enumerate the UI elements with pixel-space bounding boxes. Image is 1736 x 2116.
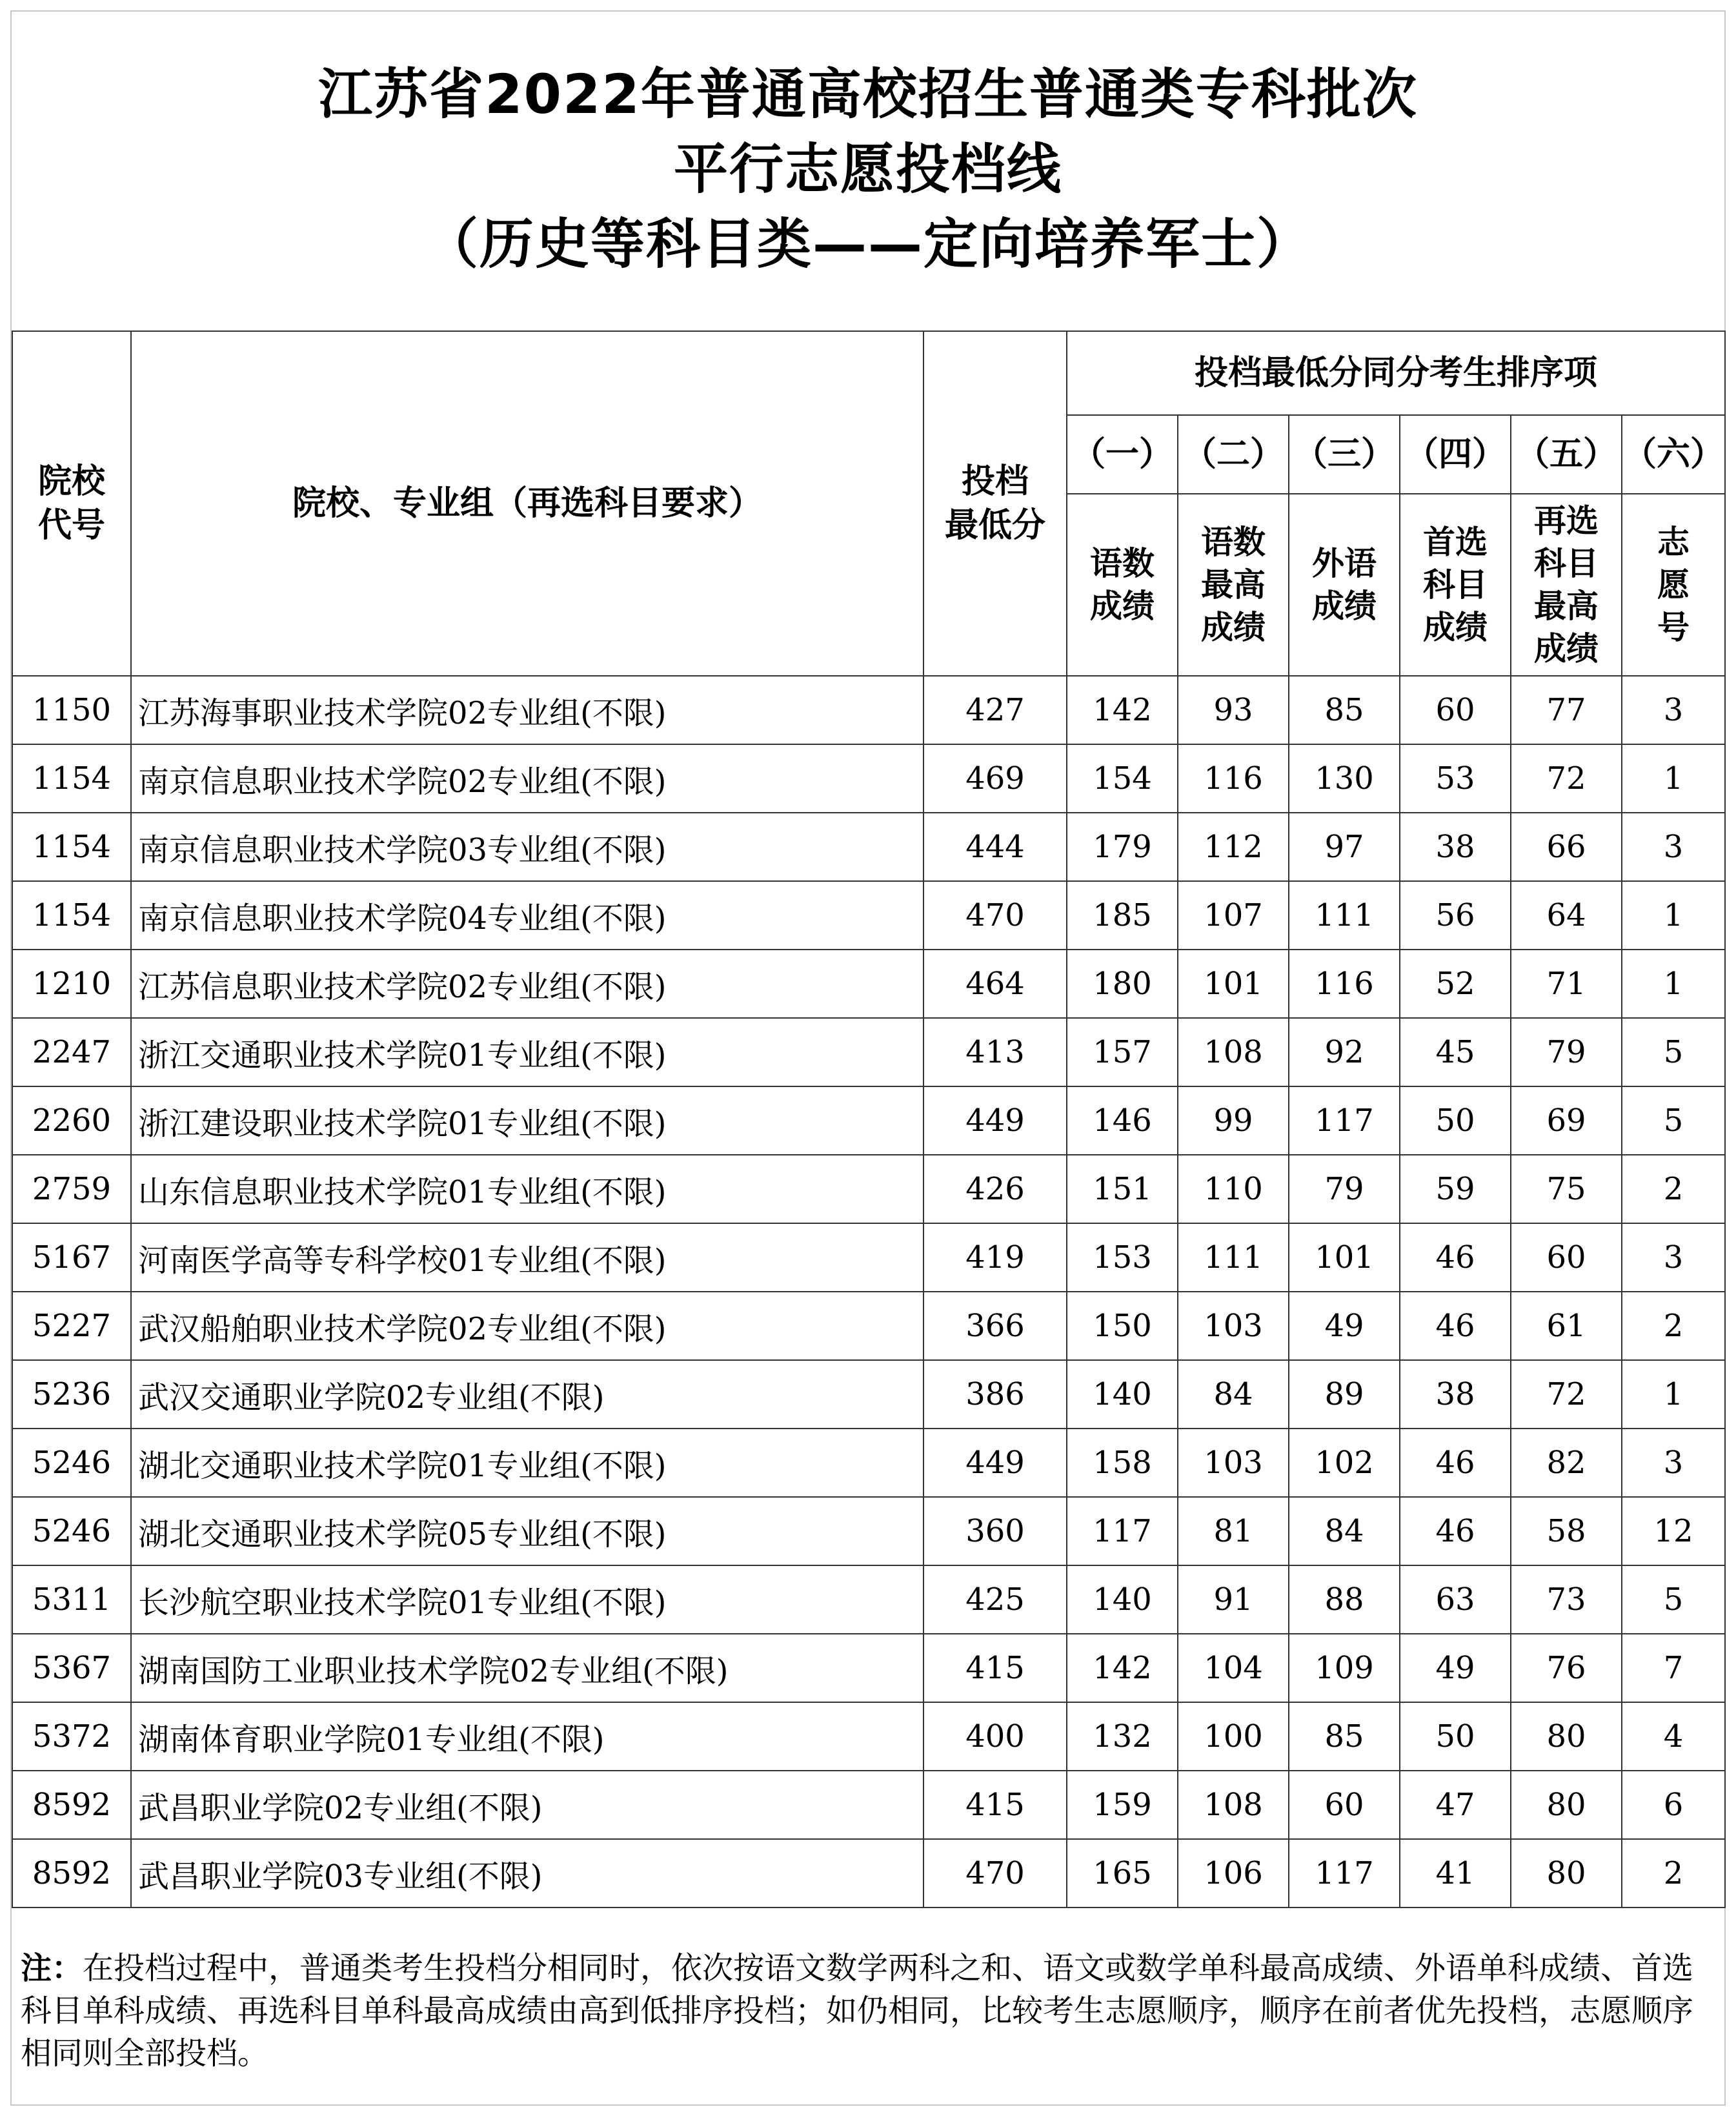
cell-school-code: 2247	[12, 1018, 131, 1086]
cell-rank-5: 66	[1511, 813, 1622, 881]
header-name: 院校、专业组（再选科目要求）	[131, 331, 924, 676]
cell-school-code: 2260	[12, 1086, 131, 1155]
cell-school-code: 5227	[12, 1292, 131, 1360]
cell-min-score: 427	[924, 676, 1067, 744]
table-row	[12, 744, 1725, 813]
cell-rank-3: 88	[1289, 1565, 1400, 1634]
title-line-1: 江苏省2022年普通高校招生普通类专科批次	[318, 63, 1418, 126]
cell-rank-1: 154	[1067, 744, 1178, 813]
cell-rank-3: 79	[1289, 1155, 1400, 1223]
cell-rank-1: 157	[1067, 1018, 1178, 1086]
cell-min-score: 469	[924, 744, 1067, 813]
cell-rank-4: 47	[1400, 1771, 1511, 1839]
cell-rank-4: 38	[1400, 1360, 1511, 1429]
table-row	[12, 1771, 1725, 1839]
cell-school-code: 1154	[12, 881, 131, 950]
cell-rank-5: 72	[1511, 744, 1622, 813]
cell-rank-6: 2	[1622, 1155, 1725, 1223]
cell-rank-2: 84	[1178, 1360, 1289, 1429]
cell-rank-4: 46	[1400, 1223, 1511, 1292]
cell-rank-1: 180	[1067, 950, 1178, 1018]
document-page	[10, 10, 1726, 2106]
cell-rank-5: 64	[1511, 881, 1622, 950]
table-row	[12, 1292, 1725, 1360]
cell-min-score: 386	[924, 1360, 1067, 1429]
cell-rank-3: 97	[1289, 813, 1400, 881]
cell-school-group: 武汉船舶职业技术学院02专业组(不限)	[131, 1292, 924, 1360]
cell-rank-2: 111	[1178, 1223, 1289, 1292]
cell-rank-2: 116	[1178, 744, 1289, 813]
cell-school-group: 湖南国防工业职业技术学院02专业组(不限)	[131, 1634, 924, 1702]
cell-rank-6: 1	[1622, 1360, 1725, 1429]
cell-rank-1: 146	[1067, 1086, 1178, 1155]
cell-rank-6: 4	[1622, 1702, 1725, 1771]
cell-rank-5: 79	[1511, 1018, 1622, 1086]
cell-rank-3: 102	[1289, 1429, 1400, 1497]
cell-school-code: 8592	[12, 1839, 131, 1907]
cell-school-group: 长沙航空职业技术学院01专业组(不限)	[131, 1565, 924, 1634]
cell-school-group: 湖北交通职业技术学院05专业组(不限)	[131, 1497, 924, 1565]
footnote-label: 注：	[21, 1950, 83, 1986]
cell-rank-6: 5	[1622, 1086, 1725, 1155]
cell-rank-5: 60	[1511, 1223, 1622, 1292]
cell-rank-5: 61	[1511, 1292, 1622, 1360]
cell-rank-3: 85	[1289, 676, 1400, 744]
cell-rank-1: 153	[1067, 1223, 1178, 1292]
header-min-line-2: 最低分	[944, 506, 1045, 545]
header-rank-6: （六）	[1622, 415, 1725, 494]
cell-min-score: 419	[924, 1223, 1067, 1292]
header-sub-line: 成绩	[1312, 587, 1377, 625]
cell-rank-3: 117	[1289, 1086, 1400, 1155]
table-row	[12, 1429, 1725, 1497]
cell-rank-2: 107	[1178, 881, 1289, 950]
cell-rank-6: 6	[1622, 1771, 1725, 1839]
header-code-line-2: 代号	[37, 506, 105, 545]
cell-rank-4: 50	[1400, 1702, 1511, 1771]
cell-rank-6: 1	[1622, 950, 1725, 1018]
cell-rank-3: 60	[1289, 1771, 1400, 1839]
cell-rank-6: 3	[1622, 1429, 1725, 1497]
cell-rank-5: 77	[1511, 676, 1622, 744]
cell-rank-1: 165	[1067, 1839, 1178, 1907]
cell-rank-2: 110	[1178, 1155, 1289, 1223]
cell-rank-6: 12	[1622, 1497, 1725, 1565]
table-row	[12, 1634, 1725, 1702]
cell-rank-1: 140	[1067, 1565, 1178, 1634]
cell-school-group: 江苏海事职业技术学院02专业组(不限)	[131, 676, 924, 744]
cell-rank-4: 63	[1400, 1565, 1511, 1634]
cell-min-score: 415	[924, 1634, 1067, 1702]
cell-rank-2: 103	[1178, 1429, 1289, 1497]
header-code	[12, 331, 131, 676]
cell-school-code: 5311	[12, 1565, 131, 1634]
cell-min-score: 449	[924, 1429, 1067, 1497]
cell-rank-5: 80	[1511, 1702, 1622, 1771]
cell-school-group: 江苏信息职业技术学院02专业组(不限)	[131, 950, 924, 1018]
cell-rank-3: 49	[1289, 1292, 1400, 1360]
header-tiebreak: 投档最低分同分考生排序项	[1067, 331, 1725, 415]
cell-rank-3: 109	[1289, 1634, 1400, 1702]
cell-school-group: 浙江交通职业技术学院01专业组(不限)	[131, 1018, 924, 1086]
cell-rank-5: 76	[1511, 1634, 1622, 1702]
cell-rank-2: 91	[1178, 1565, 1289, 1634]
title-line-2: 平行志愿投档线	[673, 137, 1062, 201]
cell-rank-1: 185	[1067, 881, 1178, 950]
cell-school-group: 山东信息职业技术学院01专业组(不限)	[131, 1155, 924, 1223]
header-sub-line: 科目	[1534, 545, 1599, 582]
cell-school-group: 南京信息职业技术学院03专业组(不限)	[131, 813, 924, 881]
cell-rank-2: 103	[1178, 1292, 1289, 1360]
cell-rank-4: 46	[1400, 1497, 1511, 1565]
footnote-text: 在投档过程中，普通类考生投档分相同时，依次按语文数学两科之和、语文或数学单科最高成绩、外语单科成绩、首选科目单科成绩、再选科目单科最高成绩由高到低排序投档；如仍相同，比较考生志愿顺序，顺序在前者优先投档，志愿顺序相同则全部投档。	[21, 1950, 1694, 2071]
cell-rank-4: 60	[1400, 676, 1511, 744]
cell-rank-2: 104	[1178, 1634, 1289, 1702]
cell-rank-4: 50	[1400, 1086, 1511, 1155]
table-row	[12, 676, 1725, 744]
table-row	[12, 1086, 1725, 1155]
cell-rank-4: 53	[1400, 744, 1511, 813]
cell-rank-2: 108	[1178, 1771, 1289, 1839]
cell-rank-2: 108	[1178, 1018, 1289, 1086]
cell-rank-1: 142	[1067, 676, 1178, 744]
table-row	[12, 1155, 1725, 1223]
cell-school-group: 南京信息职业技术学院04专业组(不限)	[131, 881, 924, 950]
cell-rank-6: 2	[1622, 1839, 1725, 1907]
cell-rank-5: 71	[1511, 950, 1622, 1018]
cell-rank-1: 158	[1067, 1429, 1178, 1497]
cell-rank-2: 81	[1178, 1497, 1289, 1565]
cell-rank-3: 117	[1289, 1839, 1400, 1907]
cell-rank-1: 150	[1067, 1292, 1178, 1360]
cell-rank-5: 80	[1511, 1839, 1622, 1907]
cell-school-group: 湖北交通职业技术学院01专业组(不限)	[131, 1429, 924, 1497]
cell-rank-1: 151	[1067, 1155, 1178, 1223]
cell-rank-3: 101	[1289, 1223, 1400, 1292]
header-sub-line: 最高	[1201, 566, 1266, 604]
table-row	[12, 1360, 1725, 1429]
cell-min-score: 366	[924, 1292, 1067, 1360]
title-line-3: （历史等科目类——定向培养军士）	[423, 212, 1312, 276]
header-sub-line: 科目	[1423, 566, 1488, 604]
cell-rank-1: 117	[1067, 1497, 1178, 1565]
cell-min-score: 470	[924, 1839, 1067, 1907]
header-rank-5: （五）	[1511, 415, 1622, 494]
header-sub-5	[1511, 494, 1622, 676]
cell-rank-6: 7	[1622, 1634, 1725, 1702]
cell-rank-5: 69	[1511, 1086, 1622, 1155]
cell-rank-6: 1	[1622, 744, 1725, 813]
cell-school-code: 1210	[12, 950, 131, 1018]
header-sub-line: 志	[1657, 524, 1690, 561]
cell-rank-2: 93	[1178, 676, 1289, 744]
cell-rank-6: 3	[1622, 813, 1725, 881]
header-sub-1	[1067, 494, 1178, 676]
cell-rank-5: 73	[1511, 1565, 1622, 1634]
cell-rank-2: 106	[1178, 1839, 1289, 1907]
table-row	[12, 813, 1725, 881]
cell-school-code: 5367	[12, 1634, 131, 1702]
cell-rank-4: 38	[1400, 813, 1511, 881]
header-rank-4: （四）	[1400, 415, 1511, 494]
header-sub-line: 最高	[1534, 587, 1599, 625]
header-sub-3	[1289, 494, 1400, 676]
cell-rank-2: 101	[1178, 950, 1289, 1018]
header-sub-line: 成绩	[1201, 609, 1266, 646]
cell-school-code: 1150	[12, 676, 131, 744]
header-sub-line: 语数	[1201, 524, 1266, 561]
cell-rank-3: 116	[1289, 950, 1400, 1018]
cell-rank-3: 111	[1289, 881, 1400, 950]
cell-min-score: 444	[924, 813, 1067, 881]
cell-min-score: 400	[924, 1702, 1067, 1771]
cell-rank-1: 140	[1067, 1360, 1178, 1429]
cell-min-score: 360	[924, 1497, 1067, 1565]
cell-rank-4: 45	[1400, 1018, 1511, 1086]
cell-rank-1: 159	[1067, 1771, 1178, 1839]
cell-rank-1: 142	[1067, 1634, 1178, 1702]
cell-school-group: 南京信息职业技术学院02专业组(不限)	[131, 744, 924, 813]
cell-min-score: 415	[924, 1771, 1067, 1839]
header-sub-line: 成绩	[1534, 630, 1599, 667]
cell-school-code: 5372	[12, 1702, 131, 1771]
cell-rank-6: 5	[1622, 1018, 1725, 1086]
cell-rank-2: 99	[1178, 1086, 1289, 1155]
header-rank-1: （一）	[1067, 415, 1178, 494]
header-code-line-1: 院校	[37, 462, 105, 501]
header-sub-6	[1622, 494, 1725, 676]
header-sub-line: 愿	[1657, 566, 1690, 604]
cell-school-group: 河南医学高等专科学校01专业组(不限)	[131, 1223, 924, 1292]
cell-rank-6: 2	[1622, 1292, 1725, 1360]
cell-min-score: 464	[924, 950, 1067, 1018]
table-row	[12, 1018, 1725, 1086]
cell-rank-2: 112	[1178, 813, 1289, 881]
header-sub-line: 外语	[1312, 545, 1377, 582]
header-sub-line: 成绩	[1090, 587, 1155, 625]
cell-school-code: 1154	[12, 813, 131, 881]
cell-school-group: 武汉交通职业学院02专业组(不限)	[131, 1360, 924, 1429]
cell-rank-4: 41	[1400, 1839, 1511, 1907]
cell-rank-5: 82	[1511, 1429, 1622, 1497]
cell-rank-4: 59	[1400, 1155, 1511, 1223]
cell-rank-2: 100	[1178, 1702, 1289, 1771]
table-row	[12, 950, 1725, 1018]
header-min-score	[924, 331, 1067, 676]
cell-min-score: 413	[924, 1018, 1067, 1086]
cell-min-score: 449	[924, 1086, 1067, 1155]
cell-school-code: 1154	[12, 744, 131, 813]
header-sub-line: 号	[1657, 609, 1690, 646]
table-row	[12, 1839, 1725, 1907]
table-row	[12, 1223, 1725, 1292]
table-row	[12, 1565, 1725, 1634]
cell-school-code: 5167	[12, 1223, 131, 1292]
cell-rank-6: 3	[1622, 1223, 1725, 1292]
cell-school-group: 武昌职业学院02专业组(不限)	[131, 1771, 924, 1839]
header-sub-line: 再选	[1534, 502, 1599, 540]
footnote	[21, 1947, 1718, 2075]
cell-rank-4: 46	[1400, 1292, 1511, 1360]
cell-rank-3: 130	[1289, 744, 1400, 813]
header-sub-line: 首选	[1423, 524, 1488, 561]
cell-rank-3: 89	[1289, 1360, 1400, 1429]
cell-rank-6: 3	[1622, 676, 1725, 744]
cell-school-code: 2759	[12, 1155, 131, 1223]
header-sub-4	[1400, 494, 1511, 676]
cell-rank-1: 132	[1067, 1702, 1178, 1771]
header-sub-line: 语数	[1090, 545, 1155, 582]
cell-school-group: 浙江建设职业技术学院01专业组(不限)	[131, 1086, 924, 1155]
header-sub-line: 成绩	[1423, 609, 1488, 646]
title-block	[12, 57, 1724, 281]
cell-min-score: 425	[924, 1565, 1067, 1634]
cell-school-group: 湖南体育职业学院01专业组(不限)	[131, 1702, 924, 1771]
cell-rank-4: 56	[1400, 881, 1511, 950]
cell-min-score: 470	[924, 881, 1067, 950]
cell-rank-4: 52	[1400, 950, 1511, 1018]
cell-rank-5: 80	[1511, 1771, 1622, 1839]
cell-rank-5: 72	[1511, 1360, 1622, 1429]
cell-rank-6: 5	[1622, 1565, 1725, 1634]
cell-rank-5: 75	[1511, 1155, 1622, 1223]
cell-rank-4: 46	[1400, 1429, 1511, 1497]
header-min-line-1: 投档	[961, 462, 1029, 501]
table-row	[12, 1497, 1725, 1565]
cell-school-code: 5246	[12, 1429, 131, 1497]
cell-rank-1: 179	[1067, 813, 1178, 881]
cell-rank-3: 85	[1289, 1702, 1400, 1771]
table-row	[12, 1702, 1725, 1771]
header-rank-2: （二）	[1178, 415, 1289, 494]
cell-rank-3: 92	[1289, 1018, 1400, 1086]
cell-rank-6: 1	[1622, 881, 1725, 950]
cell-rank-5: 58	[1511, 1497, 1622, 1565]
cell-rank-3: 84	[1289, 1497, 1400, 1565]
cell-school-code: 8592	[12, 1771, 131, 1839]
table-row	[12, 881, 1725, 950]
cell-rank-4: 49	[1400, 1634, 1511, 1702]
header-rank-3: （三）	[1289, 415, 1400, 494]
admission-table	[12, 331, 1726, 1908]
cell-school-group: 武昌职业学院03专业组(不限)	[131, 1839, 924, 1907]
header-sub-2	[1178, 494, 1289, 676]
cell-school-code: 5236	[12, 1360, 131, 1429]
cell-min-score: 426	[924, 1155, 1067, 1223]
cell-school-code: 5246	[12, 1497, 131, 1565]
